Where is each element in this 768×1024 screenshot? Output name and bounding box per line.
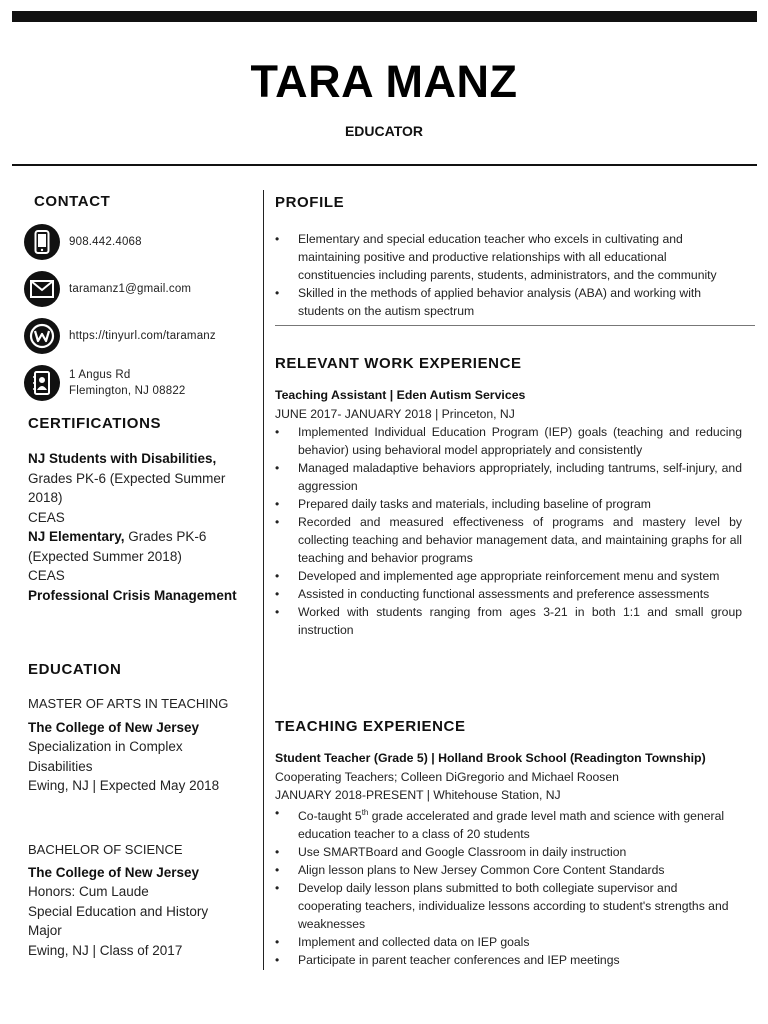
profile-bullets — [275, 230, 742, 320]
work-heading: RELEVANT WORK EXPERIENCE — [275, 355, 522, 372]
teaching-bullet-1-start: Co-taught 5 — [298, 809, 362, 824]
contact-phone-row — [24, 224, 142, 260]
education-degree-1 — [28, 694, 243, 796]
degree-1-school: The College of New Jersey — [28, 719, 200, 735]
cert-1-detail: Grades PK-6 (Expected Summer 2018) — [28, 470, 226, 505]
cert-2-org: CEAS — [28, 568, 65, 583]
cert-2-detail: Grades PK-6 (Expected Summer 2018) — [28, 529, 207, 564]
address-book-icon — [24, 365, 60, 401]
email-icon — [24, 271, 60, 307]
teaching-bullets — [275, 804, 742, 969]
profile-section — [275, 194, 742, 326]
contact-website-row — [24, 318, 216, 354]
cert-1-name: NJ Students with Disabilities, — [28, 451, 217, 466]
teaching-bullet-1-end: grade accelerated and grade level math and science with general education teacher to a class of 20 students — [298, 809, 725, 842]
email-address[interactable]: taramanz1@gmail.com — [69, 283, 192, 295]
work-job-title: Teaching Assistant | Eden Autism Services — [275, 388, 526, 402]
work-bullet: • Worked with students ranging from ages 3-21 in both 1:1 and small group instruction — [275, 603, 742, 639]
address — [69, 367, 186, 399]
contact-email-row — [24, 271, 191, 307]
teaching-heading: TEACHING EXPERIENCE — [275, 718, 466, 735]
teaching-bullet: • Implement and collected data on IEP goals — [275, 933, 742, 951]
candidate-title: EDUCATOR — [344, 123, 424, 139]
teaching-bullet: • Participate in parent teacher conferences and IEP meetings — [275, 951, 742, 969]
teaching-section — [275, 718, 742, 969]
degree-1-specialization: Specialization in Complex Disabilities — [28, 739, 183, 774]
contact-address-row — [24, 365, 186, 401]
degree-1-title: MASTER OF ARTS IN TEACHING — [28, 696, 229, 711]
address-line-1: 1 Angus Rd — [69, 369, 131, 381]
certifications-heading: CERTIFICATIONS — [28, 415, 162, 432]
work-bullet: • Recorded and measured effectiveness of programs and mastery level by collecting teaching and behavior management data, and maintaining graphs for all teaching and behavior programs — [275, 513, 742, 567]
top-bar — [12, 11, 757, 22]
website-link[interactable]: https://tinyurl.com/taramanz — [69, 330, 216, 342]
teaching-bullet: • Align lesson plans to New Jersey Common Core Content Standards — [275, 861, 742, 879]
column-divider — [263, 190, 264, 970]
work-bullet: • Prepared daily tasks and materials, including baseline of program — [275, 495, 742, 513]
phone-number[interactable]: 908.442.4068 — [69, 236, 142, 248]
work-bullet: • Implemented Individual Education Program (IEP) goals (teaching and reducing behavior) using behavioral model appropriately and consistently — [275, 423, 742, 459]
cert-3-name: Professional Crisis Management — [28, 587, 237, 603]
teaching-bullet-1-sup: th — [361, 808, 369, 817]
degree-2-school: The College of New Jersey — [28, 864, 200, 880]
teaching-cooperating: Cooperating Teachers; Colleen DiGregorio and Michael Roosen — [275, 770, 619, 784]
profile-heading: PROFILE — [275, 194, 345, 211]
cert-1-org: CEAS — [28, 509, 65, 525]
education-degree-2 — [28, 840, 243, 960]
header-divider — [12, 164, 757, 166]
work-bullet: • Developed and implemented age appropriate reinforcement menu and system — [275, 567, 742, 585]
degree-2-honors: Honors: Cum Laude — [28, 884, 149, 899]
work-job-dates: JUNE 2017- JANUARY 2018 | Princeton, NJ — [275, 407, 515, 421]
cert-2-name: NJ Elementary, — [28, 529, 125, 544]
teaching-job-dates: JANUARY 2018-PRESENT | Whitehouse Station, NJ — [275, 788, 561, 802]
work-section — [275, 355, 742, 639]
candidate-name: TARA MANZ — [250, 56, 518, 107]
teaching-bullet: • Use SMARTBoard and Google Classroom in daily instruction — [275, 843, 742, 861]
website-icon — [24, 318, 60, 354]
degree-1-location: Ewing, NJ | Expected May 2018 — [28, 778, 220, 793]
teaching-bullet: • Develop daily lesson plans submitted to both collegiate supervisor and cooperating teachers, individualize lessons according to student's strengths and weaknesses — [275, 879, 742, 933]
work-bullet: • Assisted in conducting functional assessments and preference assessments — [275, 585, 742, 603]
degree-2-title: BACHELOR OF SCIENCE — [28, 842, 183, 857]
education-heading: EDUCATION — [28, 661, 122, 678]
phone-icon — [24, 224, 60, 260]
teaching-bullet — [275, 804, 742, 843]
contact-heading: CONTACT — [34, 193, 111, 210]
degree-2-location: Ewing, NJ | Class of 2017 — [28, 942, 183, 958]
profile-bullet: • Skilled in the methods of applied behavior analysis (ABA) and working with students on the autism spectrum — [275, 284, 742, 320]
address-line-2: Flemington, NJ 08822 — [69, 385, 186, 397]
profile-divider — [275, 325, 755, 326]
profile-bullet: • Elementary and special education teacher who excels in cultivating and maintaining positive and productive relationships with all educational constituencies including parents, students, administrators, and the community — [275, 230, 742, 284]
work-bullet: • Managed maladaptive behaviors appropriately, including tantrums, self-injury, and aggression — [275, 459, 742, 495]
certifications-list — [28, 449, 243, 605]
work-bullets — [275, 423, 742, 639]
degree-2-major: Special Education and History Major — [28, 903, 209, 938]
teaching-job-title: Student Teacher (Grade 5) | Holland Brook School (Readington Township) — [275, 751, 706, 765]
